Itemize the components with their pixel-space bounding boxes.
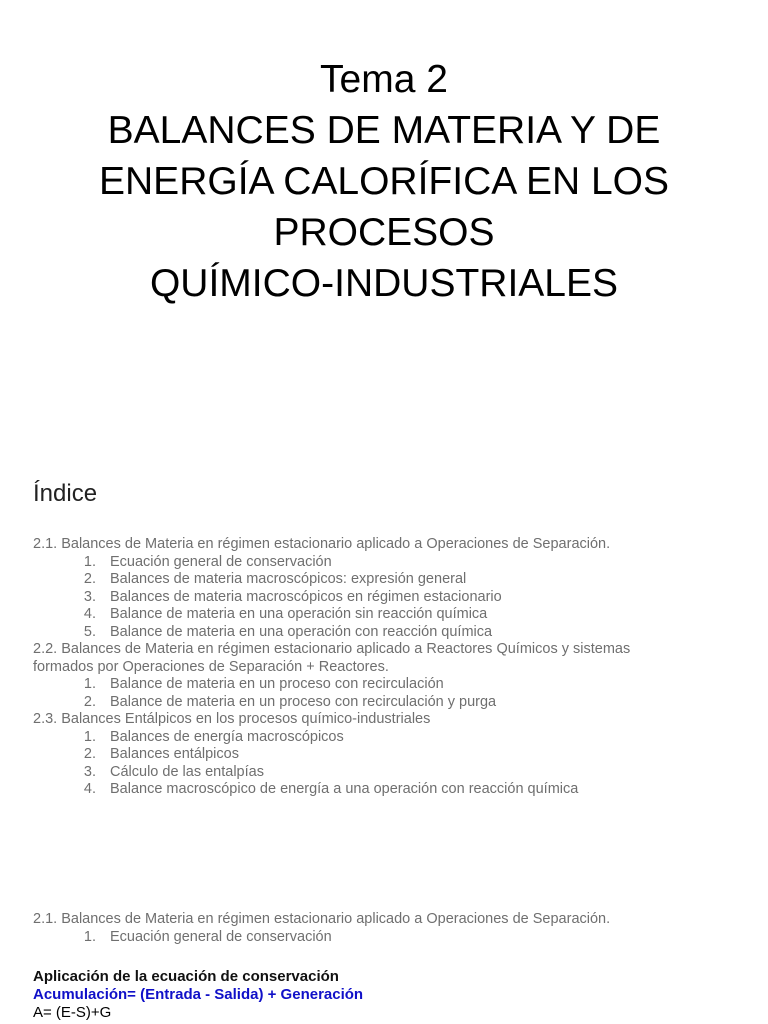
section-item-list: [33, 929, 738, 947]
toc-section-2-3: [33, 711, 738, 799]
toc-section-label-line-2: formados por Operaciones de Separación + Reactores.: [33, 658, 389, 675]
toc-item-list: [33, 676, 738, 711]
title-line-4: PROCESOS: [273, 211, 495, 254]
toc-item-text: Ecuación general de conservación: [110, 553, 332, 570]
toc-item-number: 5.: [83, 623, 96, 640]
toc-item-number: 2.: [83, 571, 96, 587]
section-2-1-block: [33, 911, 738, 946]
toc-section-label-line-1: 2.2. Balances de Materia en régimen estacionario aplicado a Reactores Químicos y sistemas: [33, 641, 631, 657]
toc-item: [33, 694, 738, 712]
toc-item: [33, 606, 738, 624]
section-label: 2.1. Balances de Materia en régimen estacionario aplicado a Operaciones de Separación.: [33, 911, 611, 927]
toc-item-number: 3.: [83, 763, 96, 780]
toc-item-number: 2.: [83, 693, 96, 710]
toc-section-2-1: [33, 536, 738, 641]
toc-item: [33, 729, 738, 747]
toc-item-number: 4.: [83, 606, 96, 622]
toc-item-number: 2.: [83, 746, 96, 762]
toc-item: [33, 764, 738, 782]
toc-section-label: 2.3. Balances Entálpicos en los procesos químico-industriales: [33, 711, 431, 727]
application-block: [33, 968, 738, 1022]
toc-section-label: 2.1. Balances de Materia en régimen estacionario aplicado a Operaciones de Separación.: [33, 536, 611, 552]
title-line-5: QUÍMICO-INDUSTRIALES: [149, 262, 619, 305]
toc-item: [33, 571, 738, 589]
title-line-3: ENERGÍA CALORÍFICA EN LOS: [99, 160, 669, 203]
toc-item-text: Balances de energía macroscópicos: [110, 728, 344, 745]
slide-title: [0, 54, 768, 309]
toc-item-number: 1.: [83, 728, 96, 745]
toc-item-number: 3.: [83, 588, 96, 605]
toc-item-text: Balance macroscópico de energía a una operación con reacción química: [110, 781, 579, 797]
section-item: [33, 929, 738, 947]
toc-item-text: Balances de materia macroscópicos: expresión general: [110, 571, 467, 587]
acumulacion-equation: Acumulación= (Entrada - Salida) + Generación: [33, 986, 364, 1003]
conservation-formula: A= (E-S)+G: [33, 1004, 112, 1021]
toc-item-number: 1.: [83, 676, 96, 692]
toc-item-text: Balance de materia en un proceso con recirculación y purga: [110, 693, 497, 710]
section-item-number: 1.: [83, 928, 96, 945]
toc-item: [33, 676, 738, 694]
toc-item: [33, 624, 738, 642]
table-of-contents: [33, 536, 738, 799]
toc-item-text: Cálculo de las entalpías: [110, 763, 264, 780]
toc-item: [33, 554, 738, 572]
toc-item-text: Balance de materia en una operación con reacción química: [110, 623, 493, 640]
toc-item-text: Balance de materia en un proceso con recirculación: [110, 676, 444, 692]
toc-item-number: 4.: [83, 781, 96, 797]
toc-item: [33, 781, 738, 799]
title-line-1: Tema 2: [320, 58, 448, 101]
toc-section-2-2: [33, 641, 738, 711]
toc-item-list: [33, 554, 738, 642]
index-heading: Índice: [33, 480, 98, 507]
toc-item-number: 1.: [83, 553, 96, 570]
toc-item-text: Balance de materia en una operación sin reacción química: [110, 606, 488, 622]
toc-item-list: [33, 729, 738, 799]
application-heading: Aplicación de la ecuación de conservación: [33, 968, 339, 985]
toc-item-text: Balances entálpicos: [110, 746, 239, 762]
toc-item: [33, 589, 738, 607]
toc-item: [33, 746, 738, 764]
toc-item-text: Balances de materia macroscópicos en régimen estacionario: [110, 588, 502, 605]
section-item-text: Ecuación general de conservación: [110, 928, 332, 945]
title-line-2: BALANCES DE MATERIA Y DE: [107, 109, 661, 152]
